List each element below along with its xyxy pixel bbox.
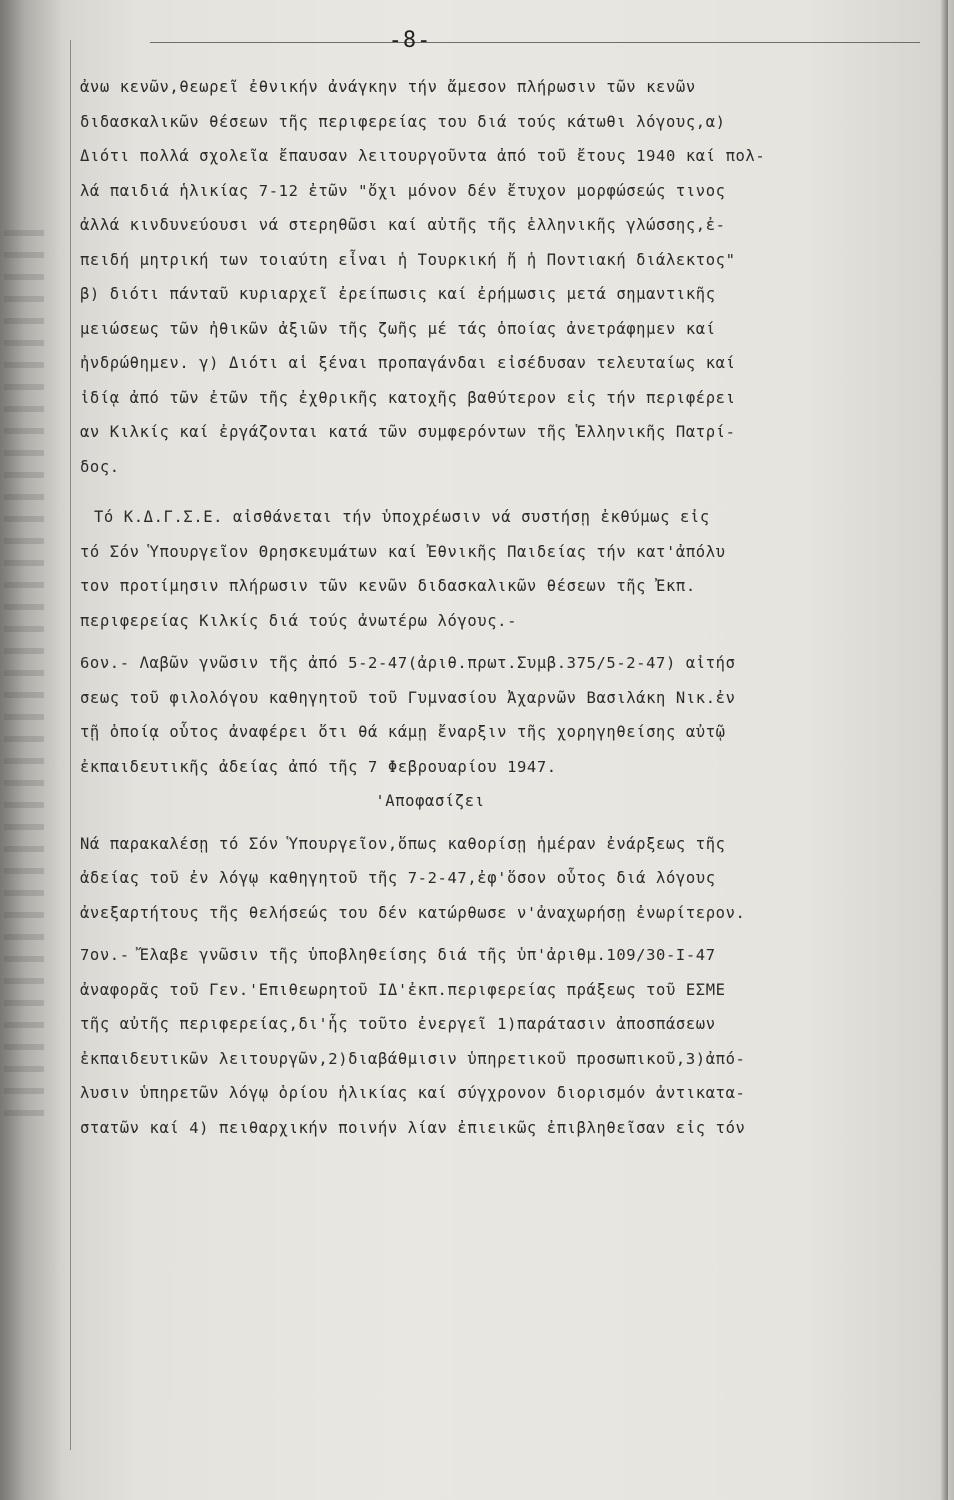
page-number: -8- bbox=[360, 28, 460, 53]
document-body bbox=[80, 70, 930, 1145]
right-edge-shadow bbox=[940, 0, 948, 1500]
text-line: ἐκπαιδευτικῆς ἀδείας ἀπό τῆς 7 Φεβρουαρίου 1947. bbox=[80, 757, 557, 776]
text-line: τον προτίμησιν πλήρωσιν τῶν κενῶν διδασκαλικῶν θέσεων τῆς Ἐκπ. bbox=[80, 577, 696, 595]
text-line: ἀνω κενῶν,θεωρεῖ ἐθνικήν ἀνάγκην τήν ἄμεσον πλήρωσιν τῶν κενῶν bbox=[80, 78, 696, 96]
text-line: ἀδείας τοῦ ἐν λόγῳ καθηγητοῦ τῆς 7-2-47,ἐφ'ὅσον οὗτος διά λόγους bbox=[80, 869, 716, 887]
paragraph-item-7 bbox=[80, 938, 930, 1145]
text-line: ἠνδρώθημεν. γ) Διότι αἱ ξέναι προπαγάνδαι εἰσέδυσαν τελευταίως καί bbox=[80, 354, 736, 372]
text-line: Νά παρακαλέσῃ τό Σόν Ὑπουργεῖον,ὅπως καθορίσῃ ἡμέραν ἐνάρξεως τῆς bbox=[80, 834, 726, 853]
text-line: 6ον.- Λαβῶν γνῶσιν τῆς ἀπό 5-2-47(ἀριθ.πρωτ.Συμβ.375/5-2-47) αἰτήσ bbox=[80, 654, 736, 672]
text-line: λυσιν ὑπηρετῶν λόγῳ ὁρίου ἡλικίας καί σύγχρονον διορισμόν ἀντικατα- bbox=[80, 1084, 746, 1102]
text-line: τό Σόν Ὑπουργεῖον Θρησκευμάτων καί Ἐθνικῆς Παιδείας τήν κατ'ἀπόλυ bbox=[80, 542, 726, 561]
text-line: διδασκαλικῶν θέσεων τῆς περιφερείας του διά τούς κάτωθι λόγους,α) bbox=[80, 112, 726, 131]
text-line: ἰδίᾳ ἀπό τῶν ἐτῶν τῆς ἐχθρικῆς κατοχῆς βαθύτερον εἰς τήν περιφέρει bbox=[80, 388, 736, 407]
text-line: ἀνεξαρτήτους τῆς θελήσεώς του δέν κατώρθωσε ν'ἀναχωρήσῃ ἐνωρίτερον. bbox=[80, 903, 746, 922]
text-line: Τό Κ.Δ.Γ.Σ.Ε. αἰσθάνεται τήν ὑποχρέωσιν νά συστήσῃ ἐκθύμως εἰς bbox=[94, 508, 710, 526]
decides-heading: 'Αποφασίζει bbox=[375, 792, 485, 810]
text-line: λά παιδιά ἡλικίας 7-12 ἐτῶν "ὄχι μόνον δέν ἔτυχον μορφώσεώς τινος bbox=[80, 181, 726, 200]
margin-stamp-ghost bbox=[4, 230, 44, 1130]
text-line: Διότι πολλά σχολεῖα ἔπαυσαν λειτουργοῦντα ἀπό τοῦ ἔτους 1940 καί πολ- bbox=[80, 147, 766, 165]
left-margin-rule bbox=[70, 40, 71, 1450]
paragraph-resolution bbox=[80, 827, 930, 931]
text-line: στατῶν καί 4) πειθαρχικήν ποινήν λίαν ἐπιεικῶς ἐπιβληθεῖσαν εἰς τόν bbox=[80, 1118, 746, 1137]
top-rule bbox=[150, 42, 920, 43]
text-line: τῆς αὐτῆς περιφερείας,δι'ἧς τοῦτο ἐνεργεῖ 1)παράτασιν ἀποσπάσεων bbox=[80, 1015, 716, 1033]
text-line: τῇ ὁποίᾳ οὗτος ἀναφέρει ὅτι θά κάμῃ ἔναρξιν τῆς χορηγηθείσης αὐτῷ bbox=[80, 723, 726, 741]
text-line: ἐκπαιδευτικῶν λειτουργῶν,2)διαβάθμισιν ὑπηρετικοῦ προσωπικοῦ,3)ἀπό- bbox=[80, 1049, 746, 1068]
text-line: σεως τοῦ φιλολόγου καθηγητοῦ τοῦ Γυμνασίου Ἀχαρνῶν Βασιλάκη Νικ.ἐν bbox=[80, 688, 736, 707]
text-line: δος. bbox=[80, 457, 120, 476]
paragraph-decision bbox=[80, 500, 930, 638]
text-line: ἀναφορᾶς τοῦ Γεν.'Επιθεωρητοῦ ΙΔ'ἐκπ.περιφερείας πράξεως τοῦ ΕΣΜΕ bbox=[80, 980, 726, 999]
paragraph-intro bbox=[80, 70, 930, 484]
text-line: πειδή μητρική των τοιαύτη εἶναι ἡ Τουρκική ἤ ἡ Ποντιακή διάλεκτος" bbox=[80, 250, 736, 269]
text-line: αν Κιλκίς καί ἐργάζονται κατά τῶν συμφερόντων τῆς Ἑλληνικῆς Πατρί- bbox=[80, 423, 736, 441]
text-line: περιφερείας Κιλκίς διά τούς ἀνωτέρω λόγους.- bbox=[80, 611, 517, 630]
text-line: ἀλλά κινδυνεύουσι νά στερηθῶσι καί αὐτῆς τῆς ἑλληνικῆς γλώσσης,ἐ- bbox=[80, 216, 726, 234]
text-line: μειώσεως τῶν ἠθικῶν ἀξιῶν τῆς ζωῆς μέ τάς ὁποίας ἀνετράφημεν καί bbox=[80, 319, 716, 338]
paragraph-item-6 bbox=[80, 646, 930, 784]
text-line: 7ον.- Ἔλαβε γνῶσιν τῆς ὑποβληθείσης διά τῆς ὑπ'ἀριθμ.109/30-I-47 bbox=[80, 946, 716, 964]
text-line: β) διότι πάνταῦ κυριαρχεῖ ἐρείπωσις καί ἐρήμωσις μετά σημαντικῆς bbox=[80, 285, 716, 303]
